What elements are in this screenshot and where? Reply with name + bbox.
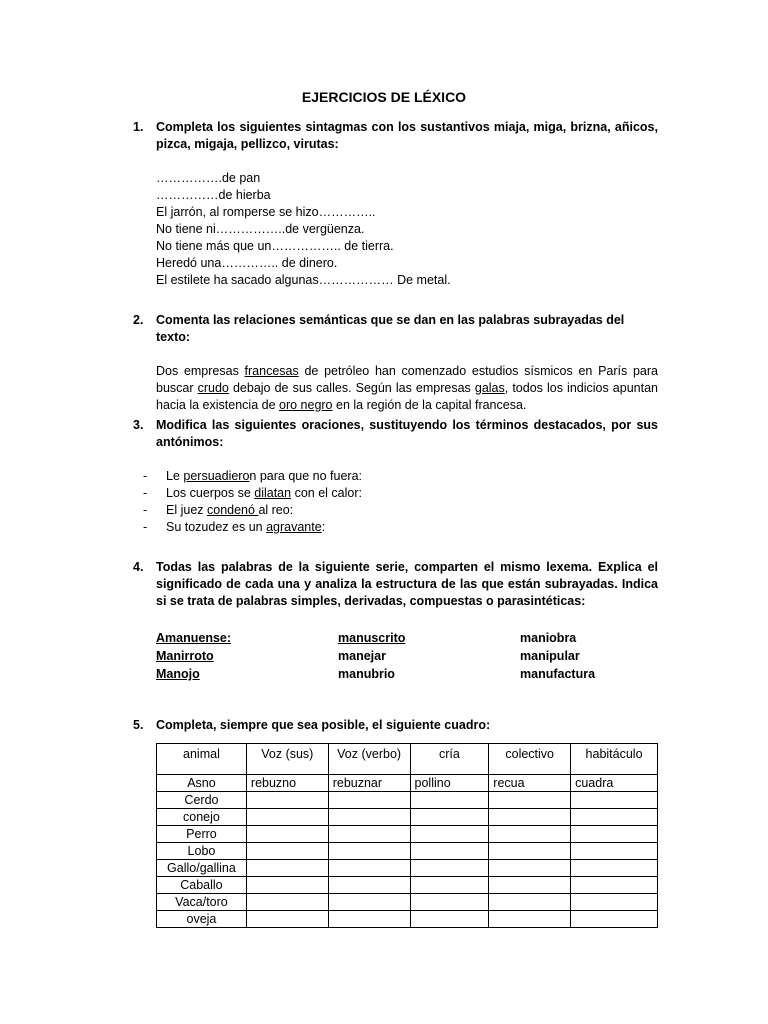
fill-line: ……………de hierba bbox=[156, 188, 271, 202]
bullet-item bbox=[143, 485, 658, 502]
exercise-number: 3. bbox=[133, 418, 144, 432]
table-cell: Gallo/gallina bbox=[157, 860, 247, 877]
text-segment: de petróleo han comenzado estudios sísmicos en París para buscar bbox=[156, 364, 658, 395]
underlined-word: crudo bbox=[197, 381, 229, 395]
table-cell: Perro bbox=[157, 826, 247, 843]
exercise-prompt: Completa los siguientes sintagmas con los sustantivos miaja, miga, brizna, añicos, pizca, migaja, pellizco, virutas: bbox=[156, 120, 658, 151]
table-cell bbox=[410, 860, 489, 877]
table-cell bbox=[571, 911, 658, 928]
fill-line: Heredó una………….. de dinero. bbox=[156, 256, 338, 270]
bullet-list bbox=[143, 468, 658, 536]
table-cell bbox=[489, 877, 571, 894]
table-cell bbox=[489, 826, 571, 843]
text-segment: El juez bbox=[166, 503, 207, 517]
table-cell: cuadra bbox=[571, 775, 658, 792]
table-cell bbox=[489, 809, 571, 826]
bullet-item bbox=[143, 502, 658, 519]
dash-marker: - bbox=[143, 469, 148, 483]
text-segment: Le bbox=[166, 469, 184, 483]
table-cell bbox=[246, 792, 328, 809]
underlined-word: Amanuense: bbox=[156, 631, 232, 645]
table-cell bbox=[328, 826, 410, 843]
fill-line: El jarrón, al romperse se hizo………….. bbox=[156, 205, 376, 219]
text-segment: , todos los indicios apuntan hacia la existencia de bbox=[156, 381, 658, 412]
fill-in-lines bbox=[156, 170, 658, 289]
table-cell bbox=[410, 911, 489, 928]
text-segment: Los cuerpos se bbox=[166, 486, 255, 500]
table-cell: oveja bbox=[157, 911, 247, 928]
table-row bbox=[157, 911, 658, 928]
table-cell bbox=[571, 843, 658, 860]
table-cell bbox=[571, 809, 658, 826]
table-cell bbox=[489, 860, 571, 877]
bullet-item bbox=[143, 519, 658, 536]
table-header-row bbox=[157, 744, 658, 775]
table-cell bbox=[328, 894, 410, 911]
word-column bbox=[520, 630, 595, 684]
column-header: cría bbox=[410, 744, 489, 775]
fill-line: El estilete ha sacado algunas……………… De metal. bbox=[156, 273, 451, 287]
table-row bbox=[157, 843, 658, 860]
fill-line: …………….de pan bbox=[156, 171, 261, 185]
table-cell bbox=[410, 843, 489, 860]
exercise-prompt: Todas las palabras de la siguiente serie, comparten el mismo lexema. Explica el significado de cada una y analiza la estructura de las que están subrayadas. Indica si se trata de palabras simples, derivadas, compuestas o parasintéticas: bbox=[156, 560, 658, 608]
table-cell: Lobo bbox=[157, 843, 247, 860]
word: manufactura bbox=[520, 667, 596, 681]
exercise-1 bbox=[133, 119, 658, 289]
table-row bbox=[157, 826, 658, 843]
table-row bbox=[157, 894, 658, 911]
table-cell bbox=[489, 792, 571, 809]
table-cell: recua bbox=[489, 775, 571, 792]
text-segment: debajo de sus calles. Según las empresas bbox=[228, 381, 475, 395]
table-row bbox=[157, 877, 658, 894]
column-header: habitáculo bbox=[571, 744, 658, 775]
table-cell bbox=[246, 843, 328, 860]
word: maniobra bbox=[520, 631, 577, 645]
table-cell bbox=[328, 843, 410, 860]
word-column bbox=[156, 630, 231, 684]
word-column bbox=[338, 630, 405, 684]
underlined-word: manuscrito bbox=[338, 631, 406, 645]
table-cell bbox=[328, 877, 410, 894]
table-cell: pollino bbox=[410, 775, 489, 792]
table-cell bbox=[410, 894, 489, 911]
table-cell bbox=[328, 809, 410, 826]
underlined-word: galas bbox=[474, 381, 505, 395]
column-header: Voz (sus) bbox=[246, 744, 328, 775]
table-cell bbox=[328, 792, 410, 809]
underlined-word: Manirroto bbox=[156, 649, 214, 663]
dash-marker: - bbox=[143, 486, 148, 500]
underlined-word: condenó bbox=[207, 503, 259, 517]
underlined-word: dilatan bbox=[254, 486, 292, 500]
exercise-number: 4. bbox=[133, 560, 144, 574]
table-cell bbox=[571, 826, 658, 843]
text-segment: al reo: bbox=[258, 503, 294, 517]
text-segment: Dos empresas bbox=[156, 364, 245, 378]
word: manejar bbox=[338, 649, 386, 663]
table-row bbox=[157, 809, 658, 826]
exercise-prompt: Comenta las relaciones semánticas que se dan en las palabras subrayadas del texto: bbox=[156, 313, 625, 344]
text-segment: con el calor: bbox=[291, 486, 362, 500]
table-cell bbox=[246, 911, 328, 928]
table-cell bbox=[246, 860, 328, 877]
exercise-prompt: Modifica las siguientes oraciones, sustituyendo los términos destacados, por sus antónimos: bbox=[156, 418, 658, 449]
column-header: Voz (verbo) bbox=[328, 744, 410, 775]
table-cell bbox=[571, 860, 658, 877]
table-cell: Cerdo bbox=[157, 792, 247, 809]
table-row bbox=[157, 860, 658, 877]
table-cell: Vaca/toro bbox=[157, 894, 247, 911]
bullet-item bbox=[143, 468, 658, 485]
word-columns bbox=[156, 630, 658, 684]
exercise-number: 5. bbox=[133, 718, 144, 732]
table-cell: rebuzno bbox=[246, 775, 328, 792]
table-cell bbox=[328, 911, 410, 928]
underlined-word: francesas bbox=[244, 364, 299, 378]
table-cell bbox=[489, 911, 571, 928]
exercise-prompt: Completa, siempre que sea posible, el siguiente cuadro: bbox=[156, 718, 491, 732]
table-cell bbox=[489, 894, 571, 911]
table-row bbox=[157, 775, 658, 792]
table-cell bbox=[571, 894, 658, 911]
exercise-5 bbox=[133, 717, 658, 734]
table-cell bbox=[246, 809, 328, 826]
table-cell bbox=[571, 792, 658, 809]
underlined-word: persuadiero bbox=[183, 469, 250, 483]
word: manipular bbox=[520, 649, 580, 663]
table-cell bbox=[410, 809, 489, 826]
table-cell: rebuznar bbox=[328, 775, 410, 792]
table-cell bbox=[410, 877, 489, 894]
animal-table bbox=[156, 743, 658, 928]
word: manubrio bbox=[338, 667, 395, 681]
fill-line: No tiene ni……………..de vergüenza. bbox=[156, 222, 365, 236]
dash-marker: - bbox=[143, 520, 148, 534]
underlined-word: oro negro bbox=[279, 398, 333, 412]
table-cell: Asno bbox=[157, 775, 247, 792]
text-segment: n para que no fuera: bbox=[249, 469, 362, 483]
table-cell bbox=[246, 894, 328, 911]
exercise-text bbox=[156, 363, 658, 414]
table-cell bbox=[410, 826, 489, 843]
table-cell bbox=[571, 877, 658, 894]
exercise-number: 1. bbox=[133, 120, 144, 134]
fill-line: No tiene más que un…………….. de tierra. bbox=[156, 239, 394, 253]
page-title: EJERCICIOS DE LÉXICO bbox=[301, 89, 467, 105]
column-header: colectivo bbox=[489, 744, 571, 775]
underlined-word: Manojo bbox=[156, 667, 200, 681]
exercise-4 bbox=[133, 559, 658, 684]
exercise-3 bbox=[133, 417, 658, 536]
underlined-word: agravante bbox=[266, 520, 322, 534]
column-header: animal bbox=[157, 744, 247, 775]
table-cell: Caballo bbox=[157, 877, 247, 894]
table-row bbox=[157, 792, 658, 809]
dash-marker: - bbox=[143, 503, 148, 517]
exercise-number: 2. bbox=[133, 313, 144, 327]
text-segment: en la región de la capital francesa. bbox=[332, 398, 527, 412]
table-cell bbox=[246, 826, 328, 843]
table-cell bbox=[489, 843, 571, 860]
text-segment: : bbox=[321, 520, 326, 534]
exercise-2 bbox=[133, 312, 658, 414]
text-segment: Su tozudez es un bbox=[166, 520, 267, 534]
table-cell: conejo bbox=[157, 809, 247, 826]
table-cell bbox=[246, 877, 328, 894]
table-cell bbox=[410, 792, 489, 809]
table-cell bbox=[328, 860, 410, 877]
